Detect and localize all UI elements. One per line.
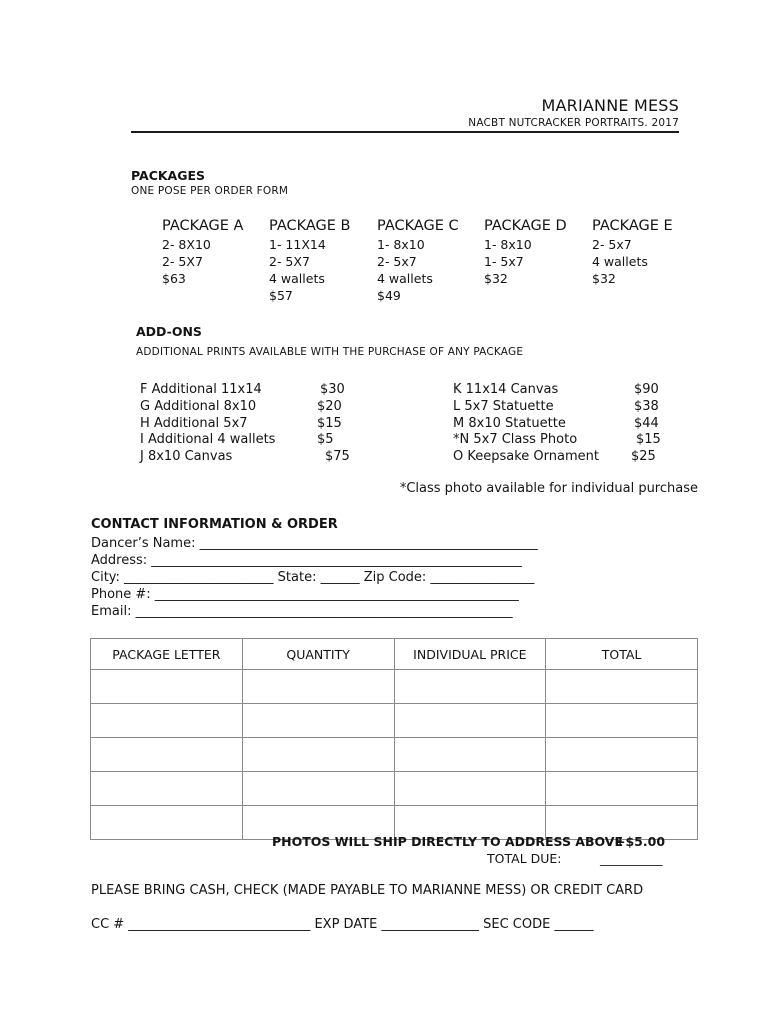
- table-cell[interactable]: [242, 772, 394, 806]
- table-cell[interactable]: [91, 772, 243, 806]
- table-cell[interactable]: [91, 704, 243, 738]
- table-cell[interactable]: [91, 670, 243, 704]
- table-cell[interactable]: [242, 670, 394, 704]
- addon-price: $44: [634, 415, 659, 431]
- table-cell[interactable]: [394, 738, 546, 772]
- addons-subheading: ADDITIONAL PRINTS AVAILABLE WITH THE PURCHASE OF ANY PACKAGE: [136, 346, 524, 358]
- package-title: PACKAGE C: [377, 218, 459, 234]
- addon-price: $15: [317, 415, 342, 431]
- addon-name: H Additional 5x7: [140, 415, 248, 431]
- addon-name: F Additional 11x14: [140, 382, 262, 397]
- contact-heading: CONTACT INFORMATION & ORDER: [91, 517, 338, 532]
- table-cell[interactable]: [394, 704, 546, 738]
- package-title: PACKAGE D: [484, 218, 567, 234]
- addon-name: L 5x7 Statuette: [453, 398, 554, 414]
- total-due-field[interactable]: __________: [600, 851, 663, 866]
- table-cell[interactable]: [242, 738, 394, 772]
- addon-name: K 11x14 Canvas: [453, 382, 559, 397]
- package-line: $57: [269, 288, 293, 303]
- package-line: 4 wallets: [269, 271, 325, 286]
- addon-name: I Additional 4 wallets: [140, 432, 276, 448]
- phone-field[interactable]: Phone #: ________________________________________________________: [91, 587, 519, 602]
- package-title: PACKAGE A: [162, 218, 244, 234]
- payment-note: PLEASE BRING CASH, CHECK (MADE PAYABLE TO MARIANNE MESS) OR CREDIT CARD: [91, 883, 644, 898]
- addon-name: *N 5x7 Class Photo: [453, 432, 578, 448]
- table-row: [91, 670, 698, 704]
- total-due-label: TOTAL DUE:: [487, 851, 562, 866]
- package-b: [269, 217, 350, 304]
- package-line: 2- 5X7: [269, 254, 310, 269]
- table-cell[interactable]: [91, 738, 243, 772]
- order-table-header: [91, 639, 698, 670]
- class-photo-note: *Class photo available for individual purchase: [399, 481, 698, 496]
- addon-price: $75: [325, 449, 350, 465]
- table-cell[interactable]: [546, 738, 698, 772]
- table-cell[interactable]: [546, 704, 698, 738]
- column-header: TOTAL: [546, 639, 698, 670]
- addon-name: M 8x10 Statuette: [453, 415, 566, 431]
- addon-name: O Keepsake Ornament: [453, 449, 599, 465]
- package-line: 2- 5x7: [377, 254, 417, 269]
- dancer-name-field[interactable]: Dancer’s Name: ____________________________________________________: [91, 536, 538, 551]
- package-line: 2- 5x7: [592, 237, 632, 252]
- package-line: $32: [592, 271, 616, 286]
- column-header: QUANTITY: [242, 639, 394, 670]
- package-line: $49: [377, 288, 401, 303]
- shipping-amount: +$5.00: [615, 834, 666, 849]
- package-c: [377, 217, 459, 304]
- city-state-zip-field[interactable]: City: _______________________ State: ______ Zip Code: ________________: [91, 570, 535, 585]
- package-title: PACKAGE B: [269, 218, 351, 234]
- order-table: [90, 638, 698, 840]
- addon-price: $90: [634, 382, 659, 397]
- package-line: 1- 8x10: [484, 237, 532, 252]
- table-row: [91, 738, 698, 772]
- addon-name: J 8x10 Canvas: [140, 449, 233, 465]
- addon-price: $25: [631, 449, 656, 465]
- addon-price: $20: [317, 398, 342, 414]
- email-field[interactable]: Email: __________________________________________________________: [91, 604, 513, 619]
- addon-name: G Additional 8x10: [140, 398, 257, 414]
- table-cell[interactable]: [242, 704, 394, 738]
- package-e: [592, 217, 673, 287]
- package-line: 1- 8x10: [377, 237, 425, 252]
- column-header: PACKAGE LETTER: [91, 639, 243, 670]
- table-cell[interactable]: [394, 772, 546, 806]
- package-line: $32: [484, 271, 508, 286]
- addon-price: $15: [636, 432, 661, 448]
- table-cell[interactable]: [91, 806, 243, 840]
- table-cell[interactable]: [546, 772, 698, 806]
- addon-price: $38: [634, 398, 659, 414]
- packages-heading: PACKAGES: [131, 168, 206, 183]
- table-cell[interactable]: [546, 670, 698, 704]
- credit-card-fields[interactable]: CC # ____________________________ EXP DATE _______________ SEC CODE ______: [91, 917, 594, 932]
- event-subtitle: NACBT NUTCRACKER PORTRAITS. 2017: [468, 117, 679, 129]
- table-cell[interactable]: [394, 670, 546, 704]
- package-line: 2- 5X7: [162, 254, 203, 269]
- addon-price: $30: [320, 382, 345, 397]
- package-line: 1- 11X14: [269, 237, 326, 252]
- photographer-name: MARIANNE MESS: [541, 96, 679, 115]
- package-line: 4 wallets: [377, 271, 433, 286]
- packages-subheading: ONE POSE PER ORDER FORM: [131, 185, 289, 197]
- addons-heading: ADD-ONS: [136, 324, 202, 339]
- shipping-label: PHOTOS WILL SHIP DIRECTLY TO ADDRESS ABOVE: [272, 834, 624, 849]
- column-header: INDIVIDUAL PRICE: [394, 639, 546, 670]
- package-line: $63: [162, 271, 186, 286]
- addon-price: $5: [317, 432, 334, 448]
- package-line: 2- 8X10: [162, 237, 211, 252]
- package-title: PACKAGE E: [592, 218, 673, 234]
- address-field[interactable]: Address: _________________________________________________________: [91, 553, 522, 568]
- package-line: 4 wallets: [592, 254, 648, 269]
- package-d: [484, 217, 567, 287]
- table-row: [91, 772, 698, 806]
- table-row: [91, 704, 698, 738]
- package-a: [162, 217, 243, 287]
- package-line: 1- 5x7: [484, 254, 524, 269]
- header-divider: [131, 131, 679, 133]
